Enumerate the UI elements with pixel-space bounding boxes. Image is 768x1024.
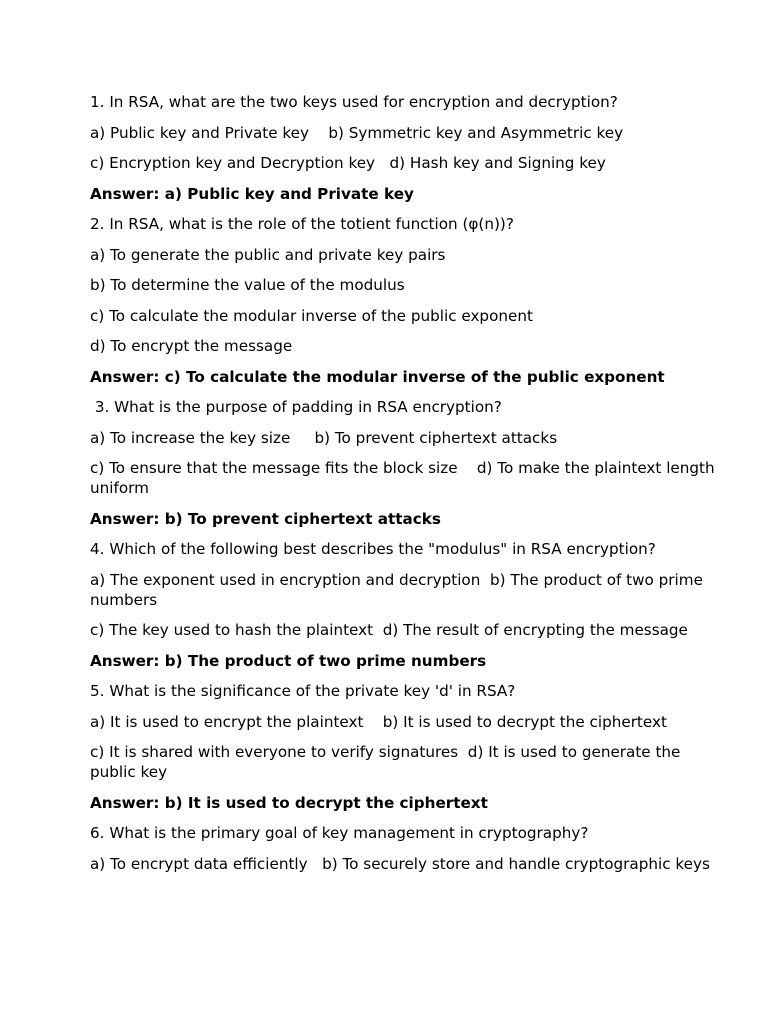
option-line: c) It is shared with everyone to verify signatures d) It is used to generate the public key — [90, 743, 686, 781]
question-text: 6. What is the primary goal of key management in cryptography? — [90, 824, 589, 842]
option-line: a) To increase the key size b) To prevent ciphertext attacks — [90, 428, 558, 447]
option-line: c) To calculate the modular inverse of the public exponent — [90, 306, 533, 325]
answer-text: Answer: c) To calculate the modular inverse of the public exponent — [90, 367, 665, 386]
option-line: a) To encrypt data efficiently b) To securely store and handle cryptographic keys — [90, 854, 710, 873]
answer-text: Answer: a) Public key and Private key — [90, 184, 414, 203]
question-text: 4. Which of the following best describes the "modulus" in RSA encryption? — [90, 540, 656, 558]
answer-text: Answer: b) It is used to decrypt the ciphertext — [90, 793, 488, 812]
option-line: b) To determine the value of the modulus — [90, 276, 405, 294]
option-line: a) To generate the public and private key pairs — [90, 245, 446, 264]
option-line: c) The key used to hash the plaintext d) The result of encrypting the message — [90, 621, 688, 639]
question-text: 5. What is the significance of the private key 'd' in RSA? — [90, 682, 516, 700]
option-line: a) It is used to encrypt the plaintext b) It is used to decrypt the ciphertext — [90, 712, 667, 731]
question-text: 1. In RSA, what are the two keys used for encryption and decryption? — [90, 93, 618, 111]
option-line: c) Encryption key and Decryption key d) Hash key and Signing key — [90, 154, 606, 172]
option-line: a) The exponent used in encryption and decryption b) The product of two prime numbers — [90, 570, 708, 609]
option-line: d) To encrypt the message — [90, 337, 293, 355]
answer-text: Answer: b) To prevent ciphertext attacks — [90, 509, 441, 528]
question-text: 2. In RSA, what is the role of the totient function (φ(n))? — [90, 215, 514, 233]
answer-text: Answer: b) The product of two prime numbers — [90, 651, 487, 670]
option-line: c) To ensure that the message fits the block size d) To make the plaintext length uniform — [90, 459, 720, 497]
question-text: 3. What is the purpose of padding in RSA encryption? — [90, 398, 502, 416]
option-line: a) Public key and Private key b) Symmetric key and Asymmetric key — [90, 123, 624, 142]
